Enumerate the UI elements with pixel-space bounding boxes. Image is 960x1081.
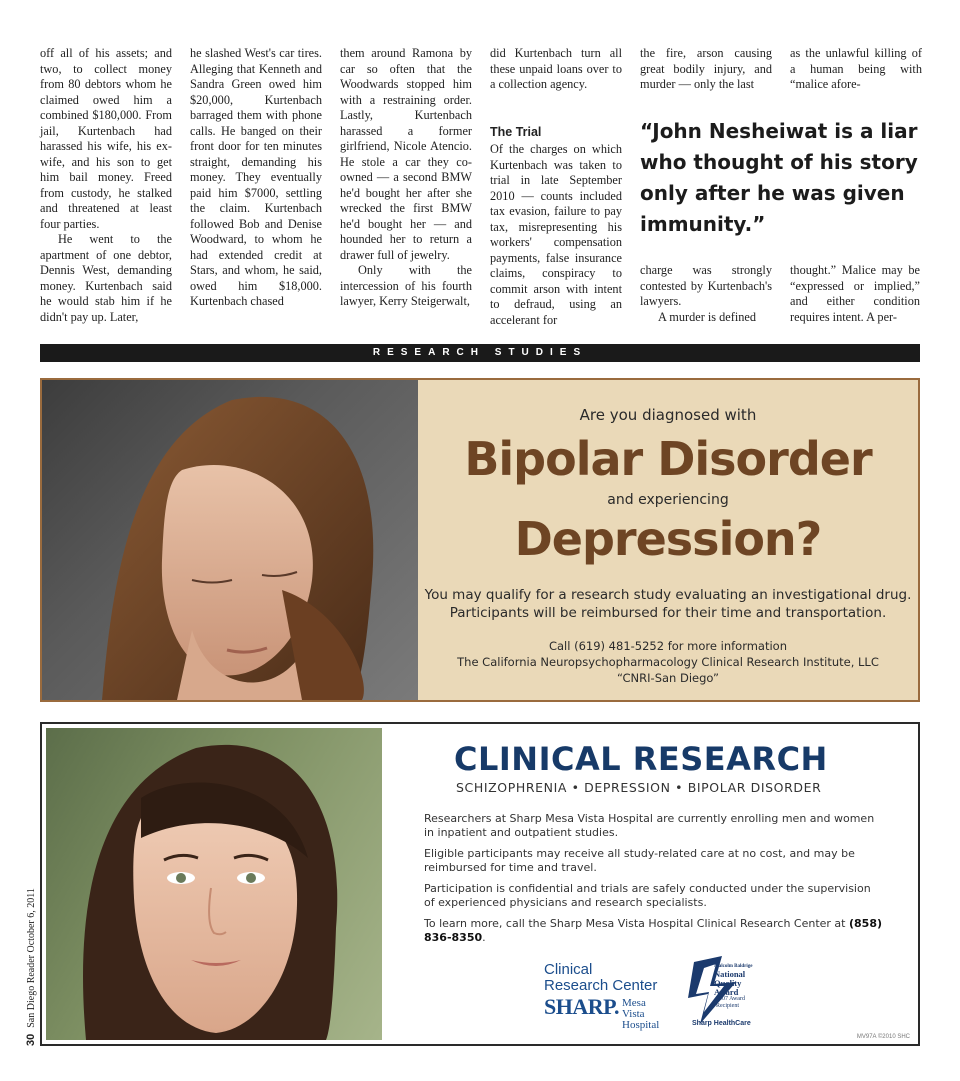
- award-year: [716, 996, 745, 1010]
- ad1-contact: [418, 638, 918, 686]
- ad2-paragraph: Researchers at Sharp Mesa Vista Hospital are currently enrolling men and women in inpatient and outpatient studies.: [424, 812, 875, 839]
- ad2-contact-prefix: To learn more, call the Sharp Mesa Vista Hospital Clinical Research Center at: [424, 917, 849, 930]
- page-folio: [25, 888, 37, 1046]
- ad2-phone-number: (858) 836-8350: [424, 917, 883, 944]
- ad2-subtitle: SCHIZOPHRENIA • DEPRESSION • BIPOLAR DISORDER: [456, 780, 822, 795]
- section-subheading: The Trial: [490, 124, 542, 139]
- ad1-institute-name: The California Neuropsychopharmacology Clinical Research Institute, LLC: [457, 655, 879, 669]
- award-line: Award: [714, 987, 739, 997]
- award-name: [714, 964, 752, 997]
- clinical-research-center-logo: [544, 961, 660, 1031]
- article-paragraph: thought.” Malice may be “expressed or implied,” and either condition requires intent. A per-: [790, 263, 920, 324]
- article-paragraph: them around Ramona by car so often that the Woodwards stopped him with a restraining order. Lastly, Kurtenbach harassed a former girlfriend, Nicole Atencio. He stole a car they co-owned — a second BMW he'd bought her after she wrecked the first BMW he'd bought her — and hounded her to return a drawer full of jewelry.: [340, 46, 472, 262]
- page-number: 30: [25, 1033, 37, 1046]
- sharp-wordmark: SHARP.: [544, 994, 620, 1019]
- ad1-headline-bipolar: Bipolar Disorder: [464, 432, 872, 486]
- award-year-line: 2007 Award: [716, 996, 745, 1002]
- ad2-paragraph: Eligible participants may receive all study-related care at no cost, and may be reimbursed for time and travel.: [424, 847, 855, 874]
- article-paragraph: he slashed West's car tires. Alleging that Kenneth and Sandra Green owed him $20,000, Kurtenbach barraged them with phone calls. He banged on their front door for ten minutes straight, demanding his money. They eventually paid him $7000, settling the claim. Kurtenbach followed Bob and Denise Woodward, to whom he had extended credit at Stars, and whom, he said, owed him $18,000. Kurtenbach chased: [190, 46, 322, 308]
- mesa-vista-wordmark: [622, 998, 659, 1031]
- article-paragraph: He went to the apartment of one debtor, Dennis West, demanding money. Kurtenbach said he would stab him if he didn't pay up. Later,: [40, 232, 172, 324]
- article-paragraph: A murder is defined: [658, 309, 757, 324]
- ad1-qualify-text: [418, 586, 918, 622]
- article-column-5-top: [640, 46, 772, 93]
- ad1-qualify-line: Participants will be reimbursed for their time and transportation.: [449, 605, 887, 621]
- ad2-paragraph: Participation is confidential and trials are safely conducted under the supervision of experienced physicians and research specialists.: [424, 882, 871, 909]
- article-column-2: [190, 46, 322, 310]
- pull-quote: “John Nesheiwat is a liar who thought of his story only after he was given immunity.”: [640, 119, 918, 236]
- ad2-contact-suffix: .: [482, 931, 486, 944]
- ad2-title: CLINICAL RESEARCH: [454, 740, 828, 778]
- article-column-3: [340, 46, 472, 310]
- sharp-healthcare-label: Sharp HealthCare: [692, 1020, 751, 1027]
- ad2-body: [424, 812, 884, 952]
- article-paragraph: did Kurtenbach turn all these unpaid loans over to a collection agency.: [490, 46, 622, 91]
- article-column-6-bottom: [790, 263, 920, 325]
- ad1-copy: [418, 380, 918, 700]
- ad1-call-line: Call (619) 481-5252 for more information: [548, 639, 787, 653]
- mesa-vista-line: Mesa Vista: [622, 997, 646, 1020]
- article-paragraph: Only with the intercession of his fourth lawyer, Kerry Steigerwalt,: [340, 263, 472, 308]
- article-column-1: [40, 46, 172, 325]
- ad1-headline-depression: Depression?: [514, 512, 822, 566]
- article-column-4: [490, 46, 622, 328]
- article-column-5-bottom: [640, 263, 772, 325]
- logo-line-clinical: Clinical: [544, 961, 593, 978]
- award-line: National: [714, 969, 746, 979]
- research-studies-bar: RESEARCH STUDIES: [40, 344, 920, 362]
- ad-code: MV97A ©2010 SHC: [856, 1034, 910, 1040]
- award-line: Quality: [714, 978, 742, 988]
- article-paragraph: Of the charges on which Kurtenbach was taken to trial in late September 2010 — counts included tax evasion, failure to pay tax, misrepresenting his workers' compensation payments, false insurance claims, conspiracy to commit arson with intent to defraud, using an accelerant for: [490, 142, 622, 327]
- woman-portrait-photo: [46, 728, 382, 1040]
- ad1-short-name: “CNRI-San Diego”: [616, 671, 719, 685]
- ad2-paragraph-contact: [424, 917, 884, 945]
- article-paragraph: as the unlawful killing of a human being with “malice afore-: [790, 46, 922, 91]
- award-small-line: Malcolm Baldrige: [714, 964, 753, 969]
- award-recipient-line: Recipient: [716, 1003, 739, 1009]
- article-paragraph: the fire, arson causing great bodily injury, and murder — only the last: [640, 46, 772, 91]
- article-paragraph: charge was strongly contested by Kurtenbach's lawyers.: [640, 263, 772, 308]
- clinical-research-ad: [40, 722, 920, 1046]
- logo-line-research-center: Research Center: [544, 977, 658, 994]
- article-paragraph: off all of his assets; and two, to collect money from 80 debtors whom he claimed owed him a combined $180,000. From jail, Kurtenbach had harassed his wife, his ex-wife, and his son to get him bail money. Freed from custody, he stalked and threatened at least four parties.: [40, 46, 172, 231]
- hospital-line: Hospital: [622, 1019, 660, 1031]
- woman-looking-down-photo: [42, 380, 418, 700]
- bipolar-study-ad: [40, 378, 920, 702]
- ad1-question-line: Are you diagnosed with: [579, 406, 757, 424]
- article-column-6-top: [790, 46, 922, 93]
- publication-date: San Diego Reader October 6, 2011: [26, 888, 37, 1028]
- ad1-qualify-line: You may qualify for a research study evaluating an investigational drug.: [424, 587, 912, 603]
- ad1-question-line: and experiencing: [607, 492, 729, 508]
